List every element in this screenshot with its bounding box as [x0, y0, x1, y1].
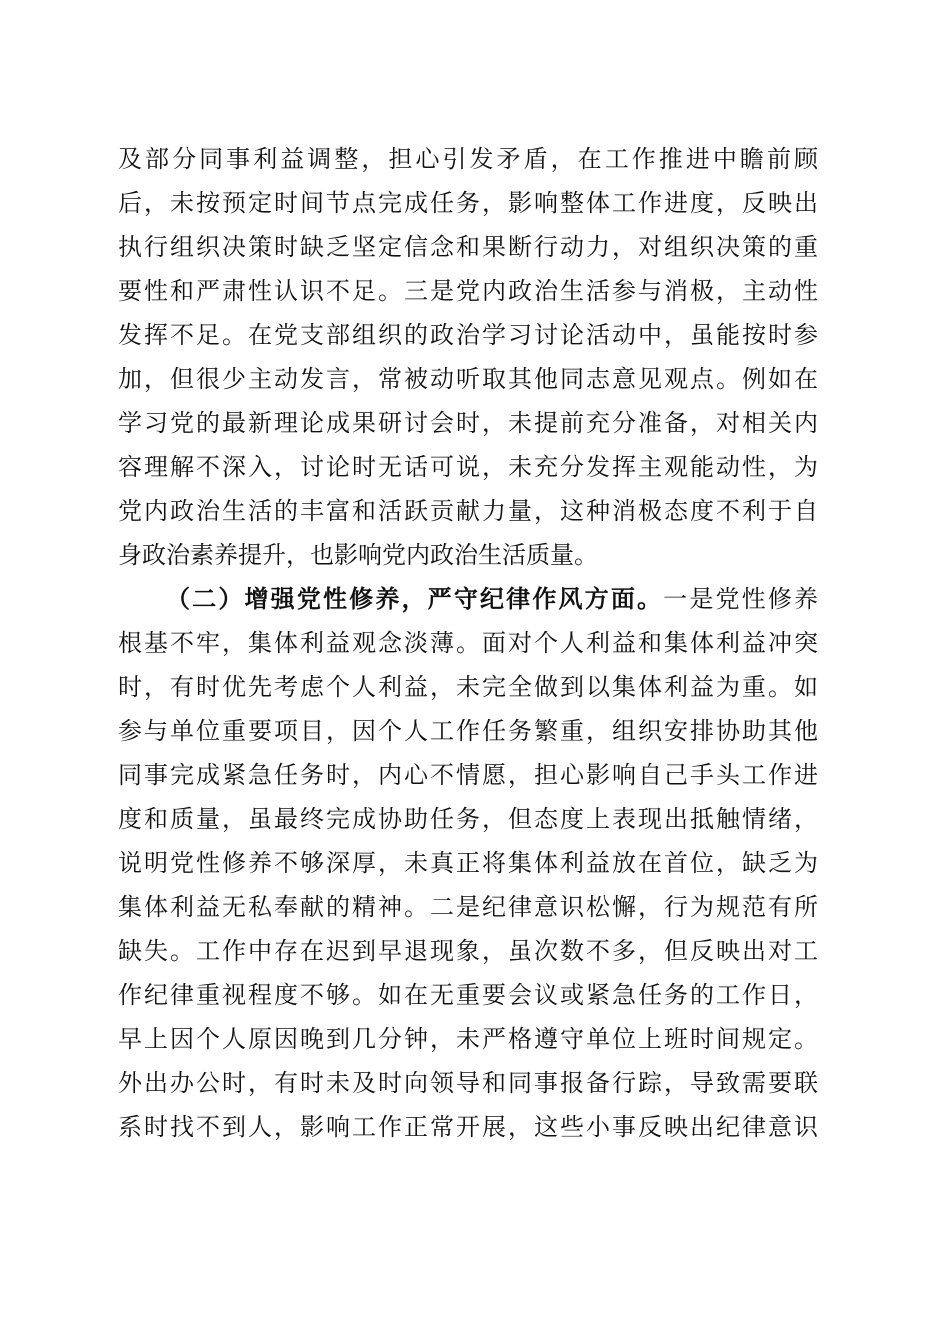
text-line: 及部分同事利益调整，担心引发矛盾，在工作推进中瞻前顾 — [118, 145, 818, 173]
text-line: 同事完成紧急任务时，内心不情愿，担心影响自己手头工作进 — [118, 761, 818, 789]
text-line: 要性和严肃性认识不足。三是党内政治生活参与消极，主动性 — [118, 277, 818, 305]
text-line: 党内政治生活的丰富和活跃贡献力量，这种消极态度不利于自 — [118, 497, 818, 525]
text-line: 度和质量，虽最终完成协助任务，但态度上表现出抵触情绪， — [118, 805, 818, 833]
text-line: 身政治素养提升，也影响党内政治生活质量。 — [118, 541, 598, 569]
text-line: 时，有时优先考虑个人利益，未完全做到以集体利益为重。如 — [118, 673, 818, 701]
text-line: 说明党性修养不够深厚，未真正将集体利益放在首位，缺乏为 — [118, 849, 818, 877]
section-heading-line — [118, 577, 818, 621]
text-line: 缺失。工作中存在迟到早退现象，虽次数不多，但反映出对工 — [118, 937, 818, 965]
text-line: 发挥不足。在党支部组织的政治学习讨论活动中，虽能按时参 — [118, 321, 818, 349]
text-line: 外出办公时，有时未及时向领导和同事报备行踪，导致需要联 — [118, 1069, 818, 1097]
text-line: 作纪律重视程度不够。如在无重要会议或紧急任务的工作日， — [118, 981, 818, 1009]
section-heading-rest: 一是党性修养 — [663, 585, 819, 613]
text-line: 后，未按预定时间节点完成任务，影响整体工作进度，反映出 — [118, 189, 818, 217]
section-heading: （二）增强党性修养，严守纪律作风方面。 — [166, 585, 664, 613]
text-line: 执行组织决策时缺乏坚定信念和果断行动力，对组织决策的重 — [118, 233, 818, 261]
document-body — [118, 137, 818, 1149]
text-line: 系时找不到人，影响工作正常开展，这些小事反映出纪律意识 — [118, 1113, 818, 1141]
text-line: 学习党的最新理论成果研讨会时，未提前充分准备，对相关内 — [118, 409, 818, 437]
text-line: 容理解不深入，讨论时无话可说，未充分发挥主观能动性，为 — [118, 453, 818, 481]
text-line: 加，但很少主动发言，常被动听取其他同志意见观点。例如在 — [118, 365, 818, 393]
text-line: 早上因个人原因晚到几分钟，未严格遵守单位上班时间规定。 — [118, 1025, 818, 1053]
text-line: 根基不牢，集体利益观念淡薄。面对个人利益和集体利益冲突 — [118, 629, 818, 657]
text-line: 集体利益无私奉献的精神。二是纪律意识松懈，行为规范有所 — [118, 893, 818, 921]
text-line: 参与单位重要项目，因个人工作任务繁重，组织安排协助其他 — [118, 717, 818, 745]
